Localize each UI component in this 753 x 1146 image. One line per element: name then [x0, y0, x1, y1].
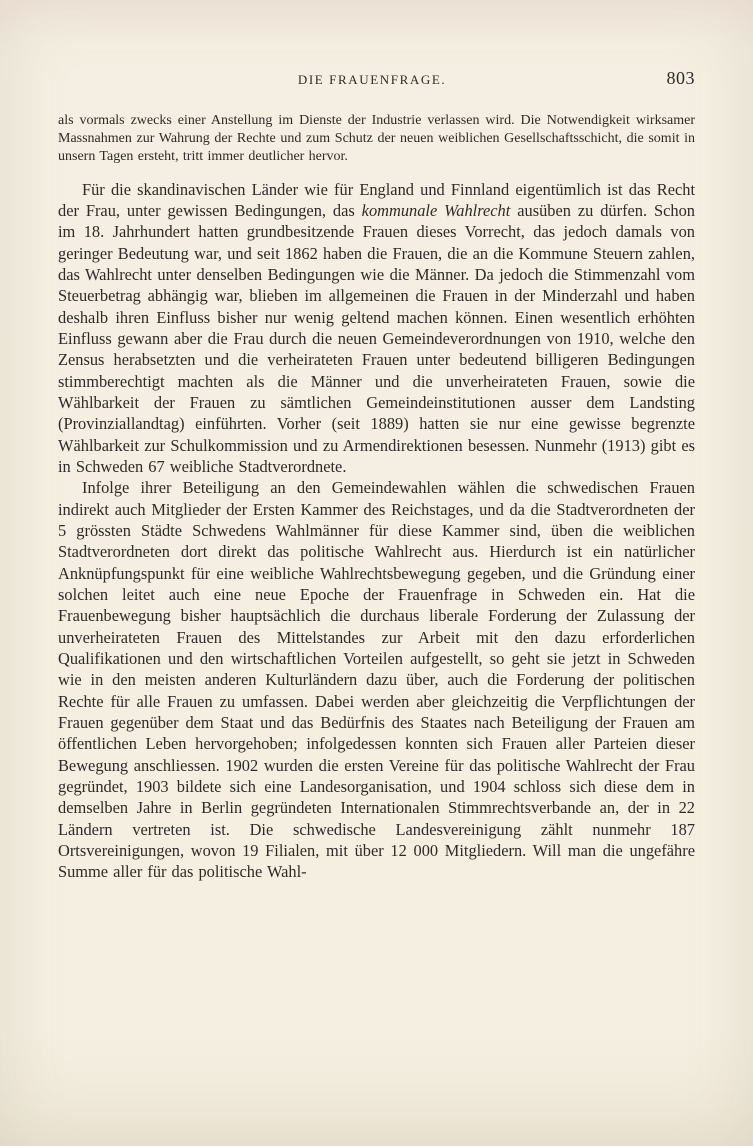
page-header — [58, 70, 695, 94]
page-body — [58, 112, 695, 883]
paragraph — [58, 179, 695, 478]
text-run: Infolge ihrer Beteiligung an den Gemeindewahlen wählen die schwedischen Frauen indirekt auch Mitglieder der Ersten Kammer des Reichstages, und da die Stadtverordneten der 5 grössten Städte Schwedens Wahlmänner für diese Kammer sind, üben die weiblichen Stadtverordneten dort direkt das politische Wahlrecht aus. Hierdurch ist ein natürlicher Anknüpfungspunkt für eine weibliche Wahlrechtsbewegung gegeben, und die Gründung einer solchen leitet auch eine neue Epoche der Frauenfrage in Schweden ein. Hat die Frauenbewegung bisher hauptsächlich die durchaus liberale Forderung der Zulassung der unverheirateten Frauen des Mittelstandes zur Arbeit mit den dazu erforderlichen Qualifikationen und den wirtschaftlichen Vorteilen aufgestellt, so geht sie jetzt in Schweden wie in den meisten anderen Kulturländern dazu über, auch die Forderung der politischen Rechte für alle Frauen zu umfassen. Dabei werden aber gleichzeitig die Verpflichtungen der Frauen gegenüber dem Staat und das Bedürfnis des Staates nach Beteiligung der Frauen am öffentlichen Leben hervorgehoben; infolgedessen konnten sich Frauen aller Parteien dieser Bewegung anschliessen. 1902 wurden die ersten Vereine für das politische Wahlrecht der Frau gegründet, 1903 bildete sich eine Landesorganisation, und 1904 schloss sich diese dem in demselben Jahre in Berlin gegründeten Internationalen Stimmrechtsverbande an, der in 22 Ländern vertreten ist. Die schwedische Landesvereinigung zählt nunmehr 187 Ortsvereinigungen, wovon 19 Filialen, mit über 12 000 Mitgliedern. Will man die ungefähre Summe aller für das politische Wahl- — [58, 478, 695, 882]
text-run: als vormals zwecks einer Anstellung im Dienste der Industrie verlassen wird. Die Notwendigkeit wirksamer Massnahmen zur Wahrung der Rechte und zum Schutz der neuen weiblichen Gesellschaftsschicht, die somit in unsern Tagen ersteht, tritt immer deutlicher hervor. — [58, 113, 695, 164]
running-title: DIE FRAUENFRAGE. — [297, 72, 447, 87]
text-run: ausüben zu dürfen. Schon im 18. Jahrhundert hatten grundbesitzende Frauen dieses Vorrecht, das jedoch damals von geringer Bedeutung war, und seit 1862 haben die Frauen, die an die Kommune Steuern zahlen, das Wahlrecht unter denselben Bedingungen wie die Männer. Da jedoch die Stimmenzahl vom Steuerbetrag abhängig war, blieben im allgemeinen die Frauen in der Minderzahl und haben deshalb ihren Einfluss bisher nur wenig geltend machen können. Einen wesentlich erhöhten Einfluss gewann aber die Frau durch die neuen Gemeindeverordnungen von 1910, welche den Zensus herabsetzten und die verheirateten Frauen unter bedeutend billigeren Bedingungen stimmberechtigt machten als die Männer und die unverheirateten Frauen, sowie die Wählbarkeit der Frauen zu sämtlichen Gemeindeinstitutionen ausser dem Landsting (Provinziallandtag) einführten. Vorher (seit 1889) hatten sie nur eine gewisse begrenzte Wählbarkeit zur Schulkommission und zu Armendirektionen besessen. Nunmehr (1913) gibt es in Schweden 67 weibliche Stadtverordnete. — [58, 201, 695, 476]
paragraph — [58, 112, 695, 166]
page-number: 803 — [666, 68, 695, 88]
paragraph — [58, 477, 695, 882]
italic-text-run: kommunale Wahlrecht — [361, 201, 511, 221]
text-run: Für die skandinavischen Länder wie für England und Finnland eigentümlich ist das Recht der Frau, unter gewissen Bedingungen, das — [58, 179, 695, 221]
